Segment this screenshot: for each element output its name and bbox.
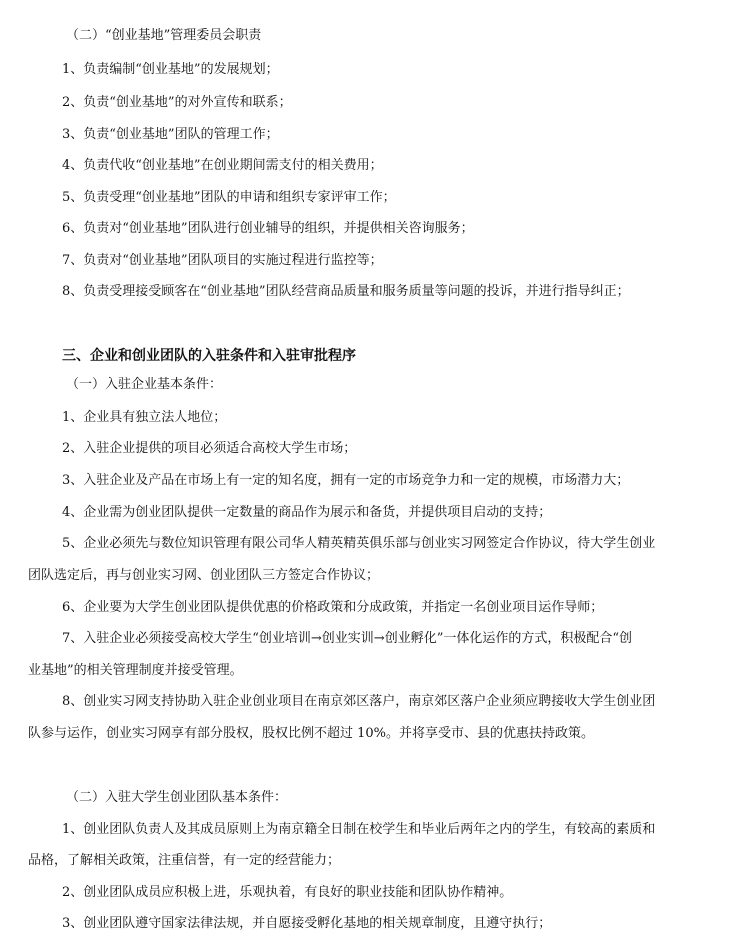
list-item: 8、创业实习网支持协助入驻企业创业项目在南京郊区落户，南京郊区落户企业须应聘接收大学生创业团 (62, 694, 656, 709)
list-item-continuation: 品格，了解相关政策，注重信誉，有一定的经营能力； (28, 853, 341, 868)
list-item: 3、负责“创业基地”团队的管理工作； (62, 127, 279, 142)
list-item: 4、负责代收“创业基地”在创业期间需支付的相关费用； (62, 158, 383, 173)
list-item: 2、负责“创业基地”的对外宣传和联系； (62, 95, 292, 110)
list-item: 3、创业团队遵守国家法律法规，并自愿接受孵化基地的相关规章制度，且遵守执行； (62, 916, 552, 931)
list-item: 6、企业要为大学生创业团队提供优惠的价格政策和分成政策，并指定一名创业项目运作导师； (62, 600, 604, 615)
list-item: 1、创业团队负责人及其成员原则上为南京籍全日制在校学生和毕业后两年之内的学生，有较高的素质和 (62, 822, 656, 837)
list-item: 5、负责受理“创业基地”团队的申请和组织专家评审工作； (62, 190, 396, 205)
list-item: 7、入驻企业必须接受高校大学生“创业培训→创业实训→创业孵化”一体化运作的方式，积极配合“创 (62, 631, 632, 646)
list-item-continuation: 团队选定后，再与创业实习网、创业团队三方签定合作协议； (28, 568, 380, 583)
section-heading: 三、企业和创业团队的入驻条件和入驻审批程序 (62, 348, 356, 364)
list-item: 7、负责对“创业基地”团队项目的实施过程进行监控等； (62, 253, 383, 268)
section-title-committee: （二）“创业基地”管理委员会职责 (66, 28, 262, 43)
list-item: 6、负责对“创业基地”团队进行创业辅导的组织，并提供相关咨询服务； (62, 221, 474, 236)
list-item: 2、创业团队成员应积极上进，乐观执着，有良好的职业技能和团队协作精神。 (62, 885, 513, 900)
list-item: 5、企业必须先与数位知识管理有限公司华人精英精英俱乐部与创业实习网签定合作协议，待大学生创业 (62, 536, 656, 551)
list-item: 2、入驻企业提供的项目必须适合高校大学生市场； (62, 441, 357, 456)
subsection-title-student-team: （二）入驻大学生创业团队基本条件： (66, 790, 288, 805)
list-item-continuation: 业基地”的相关管理制度并接受管理。 (28, 663, 243, 678)
list-item: 3、入驻企业及产品在市场上有一定的知名度，拥有一定的市场竞争力和一定的规模，市场潜力大； (62, 473, 630, 488)
list-item: 4、企业需为创业团队提供一定数量的商品作为展示和备货，并提供项目启动的支持； (62, 505, 552, 520)
list-item: 1、负责编制“创业基地”的发展规划； (62, 62, 279, 77)
subsection-title-enterprise: （一）入驻企业基本条件： (66, 377, 223, 392)
list-item: 1、企业具有独立法人地位； (62, 410, 227, 425)
list-item-continuation: 队参与运作，创业实习网享有部分股权，股权比例不超过 10%。并将享受市、县的优惠扶持政策。 (28, 726, 595, 741)
list-item: 8、负责受理接受顾客在“创业基地”团队经营商品质量和服务质量等问题的投诉，并进行指导纠正； (62, 284, 630, 299)
